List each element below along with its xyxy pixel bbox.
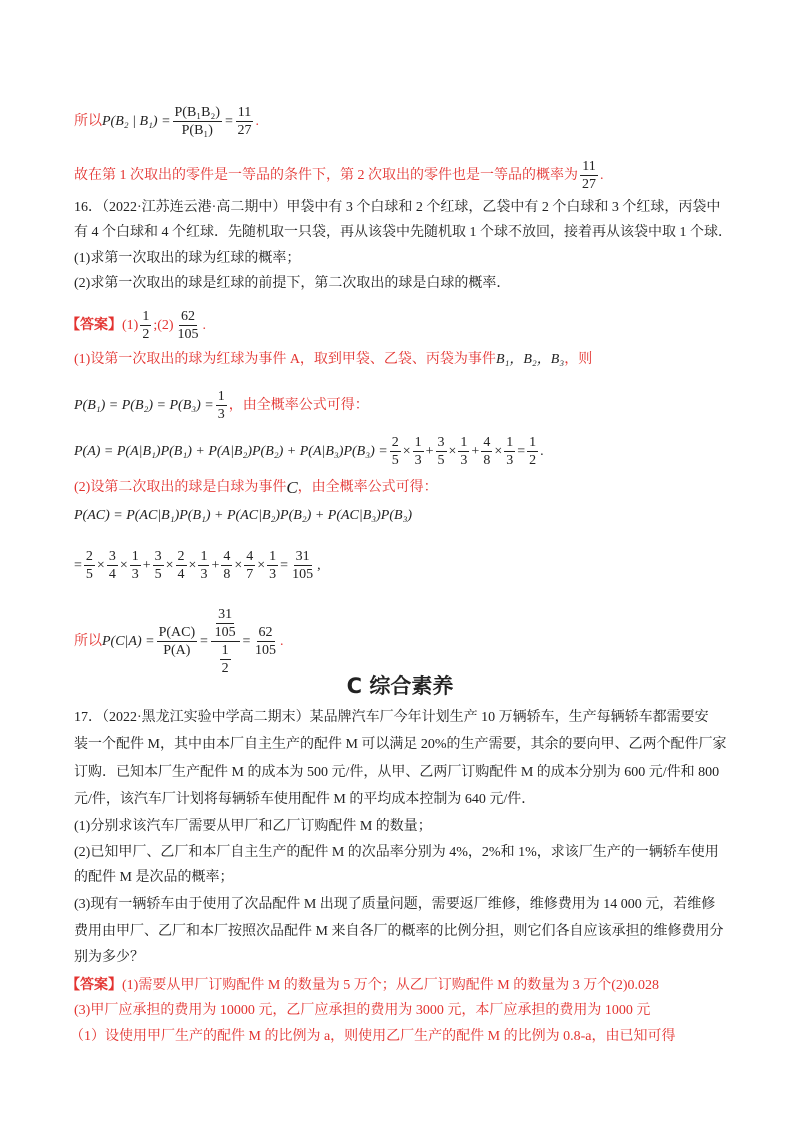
question-17-text: 的配件 M 是次品的概率； (74, 870, 234, 885)
formula: P(C|A) = (102, 633, 155, 649)
fraction (504, 434, 515, 469)
fraction (130, 548, 141, 583)
period: . (280, 633, 284, 649)
question-17-text: (3)现有一辆轿车由于使用了次品配件 M 出现了质量问题，需要返厂维修，维修费用为 14 000 元，若维修 (74, 897, 716, 912)
formula-line (74, 434, 544, 469)
operator: × (402, 443, 411, 459)
answer-label: 【答案】 (66, 317, 122, 333)
equals: = (224, 113, 234, 129)
denominator: 2 (529, 453, 537, 468)
fraction (221, 548, 232, 583)
formula: P(B₁) = P(B₂) = P(B₃) = (74, 397, 214, 413)
answer-16 (66, 308, 206, 343)
fraction (157, 624, 198, 659)
solution-line (74, 606, 284, 677)
numerator: P(AC) (158, 625, 196, 640)
fraction (436, 434, 447, 469)
question-16-part1: (1)求第一次取出的球为红球的概率； (74, 251, 301, 266)
denominator: 105 (255, 643, 277, 658)
denominator: 5 (391, 453, 399, 468)
solution-line (74, 478, 438, 498)
operator: × (96, 557, 105, 573)
fraction (153, 548, 164, 583)
numerator: 31 (295, 549, 310, 564)
fraction (198, 548, 209, 583)
operator: × (165, 557, 174, 573)
denominator: 105 (292, 567, 314, 582)
fraction (458, 434, 469, 469)
numerator: 1 (217, 389, 225, 404)
denominator: P(A) (163, 643, 191, 658)
denominator: 3 (460, 453, 468, 468)
denominator: 5 (437, 453, 445, 468)
operator: = (280, 557, 289, 573)
fraction (413, 434, 424, 469)
denominator: 27 (237, 123, 252, 138)
denominator: 105 (177, 327, 199, 342)
numerator: 4 (223, 549, 231, 564)
denominator: 2 (142, 327, 150, 342)
complex-fraction (211, 606, 240, 677)
question-17-text: (2)已知甲厂、乙厂和本厂自主生产的配件 M 的次品率分别为 4%，2%和 1%，求该厂生产的一辆轿车使用 (74, 845, 719, 860)
answer-label: 【答案】 (66, 978, 122, 993)
fraction (107, 548, 118, 583)
denominator: 3 (131, 567, 139, 582)
denominator: 4 (108, 567, 116, 582)
denominator: 27 (582, 177, 596, 192)
solution-line (74, 350, 592, 370)
text: (1) (122, 317, 139, 333)
numerator: 1 (200, 549, 208, 564)
denominator: 4 (177, 567, 185, 582)
den: 105 (214, 625, 236, 640)
question-17-text: (1)分别求该汽车厂需要从甲厂和乙厂订购配件 M 的数量； (74, 819, 432, 834)
text: (2)设第二次取出的球是白球为事件 (74, 480, 287, 495)
numerator: 2 (391, 435, 399, 450)
numerator: 4 (246, 549, 254, 564)
numerator: 2 (85, 549, 93, 564)
numerator: 11 (582, 159, 596, 174)
numerator: 1 (506, 435, 514, 450)
denominator: 3 (217, 407, 225, 422)
section-heading: C 综合素养 (346, 674, 454, 698)
fraction (290, 548, 315, 583)
text: 所以 (74, 113, 102, 129)
equals: = (199, 633, 209, 649)
text: ;(2) (153, 317, 174, 333)
formula-line (74, 548, 321, 583)
numerator: 1 (269, 549, 277, 564)
text: (1)需要从甲厂订购配件 M 的数量为 5 万个；从乙厂订购配件 M 的数量为 3 万个(2)0.028 (122, 978, 660, 993)
operator: × (494, 443, 503, 459)
numerator: 3 (154, 549, 162, 564)
numerator: 62 (181, 309, 196, 324)
formula: C (286, 478, 298, 497)
solution-line (74, 388, 369, 423)
text: ，由全概率公式可得： (297, 480, 438, 495)
answer-17 (66, 976, 659, 996)
fraction (176, 548, 187, 583)
den: 2 (221, 661, 229, 676)
answer-17-part3: (3)甲厂应承担的费用为 10000 元，乙厂应承担的费用为 3000 元，本厂应承担的费用为 1000 元 (74, 1003, 651, 1018)
formula: P(B₂ | B₁) = (102, 113, 171, 129)
fraction (527, 434, 538, 469)
question-17-text: 装一个配件 M，其中由本厂自主生产的配件 M 可以满足 20%的生产需要，其余的要向甲、乙两个配件厂家 (74, 737, 727, 752)
text: 故在第 1 次取出的零件是一等品的条件下，第 2 次取出的零件也是一等品的概率为 (74, 167, 578, 183)
numerator (211, 606, 240, 642)
question-17-text: 17．（2022·黑龙江实验中学高二期末）某品牌汽车厂今年计划生产 10 万辆轿车，生产每辆轿车都需要安 (74, 710, 709, 725)
period: . (202, 317, 207, 333)
fraction (236, 104, 254, 139)
num: 31 (218, 607, 233, 622)
question-17-text: 订购．已知本厂生产配件 M 的成本为 500 元/件，从甲、乙两厂订购配件 M 的成本分别为 600 元/件和 800 (74, 765, 720, 780)
comma: , (317, 557, 321, 573)
text: 所以 (74, 633, 102, 649)
numerator: 1 (414, 435, 422, 450)
fraction (140, 308, 151, 343)
denominator: 3 (414, 453, 422, 468)
num: 1 (221, 643, 229, 658)
fraction (267, 548, 278, 583)
operator: × (257, 557, 266, 573)
operator: × (448, 443, 457, 459)
numerator: 1 (142, 309, 150, 324)
numerator: 1 (529, 435, 537, 450)
fraction (390, 434, 401, 469)
numerator: 2 (177, 549, 185, 564)
fraction (173, 104, 223, 139)
fraction (481, 434, 492, 469)
denominator: 5 (85, 567, 93, 582)
fraction (176, 308, 201, 343)
operator: × (188, 557, 197, 573)
equals: = (241, 633, 252, 649)
fraction (84, 548, 95, 583)
formula: B₁，B₂，B₃ (495, 352, 565, 367)
denominator: 3 (269, 567, 277, 582)
question-17-text: 别为多少？ (74, 950, 144, 965)
operator: = (74, 557, 82, 573)
numerator: 1 (460, 435, 468, 450)
denominator: P(B₁) (181, 123, 213, 138)
question-17-text: 元/件，该汽车厂计划将每辆轿车使用配件 M 的平均成本控制为 640 元/件． (74, 792, 536, 807)
period: . (255, 113, 260, 129)
solution-line (74, 104, 259, 139)
period: . (600, 167, 604, 183)
operator: × (119, 557, 128, 573)
fraction (216, 388, 227, 423)
numerator: 3 (437, 435, 445, 450)
denominator: 3 (506, 453, 514, 468)
denominator: 3 (200, 567, 208, 582)
question-16-text: 有 4 个白球和 4 个红球．先随机取一只袋，再从该袋中先随机取 1 个球不放回，接着再从该袋中取 1 个球． (74, 225, 732, 240)
solution-line: （1）设使用甲厂生产的配件 M 的比例为 a，则使用乙厂生产的配件 M 的比例为 0.8-a，由已知可得 (70, 1029, 676, 1044)
question-16-part2: (2)求第一次取出的球是红球的前提下，第二次取出的球是白球的概率． (74, 276, 511, 291)
denominator: 5 (154, 567, 162, 582)
numerator: 3 (108, 549, 116, 564)
numerator: 62 (258, 625, 273, 640)
fraction (244, 548, 255, 583)
operator: × (234, 557, 243, 573)
numerator: 4 (483, 435, 491, 450)
operator: + (142, 557, 151, 573)
formula: P(A) = P(A|B₁)P(B₁) + P(A|B₂)P(B₂) + P(A|B₃)P(B₃) = (74, 443, 388, 459)
operator: + (211, 557, 220, 573)
numerator: P(B₁B₂) (174, 105, 221, 120)
question-17-text: 费用由甲厂、乙厂和本厂按照次品配件 M 来自各厂的概率的比例分担，则它们各自应该承担的维修费用分 (74, 924, 724, 939)
fraction (580, 158, 598, 193)
fraction (253, 624, 278, 659)
formula-line: P(AC) = P(AC|B₁)P(B₁) + P(AC|B₂)P(B₂) + P(AC|B₃)P(B₃) (74, 508, 413, 523)
operator: + (471, 443, 480, 459)
operator: = (517, 443, 526, 459)
conclusion-line (74, 158, 604, 193)
text: (1)设第一次取出的球为红球为事件 A，取到甲袋、乙袋、丙袋为事件 (74, 352, 496, 367)
question-16-text: 16．（2022·江苏连云港·高二期中）甲袋中有 3 个白球和 2 个红球，乙袋中有 2 个白球和 3 个红球，丙袋中 (74, 200, 721, 215)
numerator: 11 (237, 105, 252, 120)
denominator: 8 (483, 453, 491, 468)
denominator: 7 (246, 567, 254, 582)
text: ，则 (564, 352, 593, 367)
numerator: 1 (131, 549, 139, 564)
denominator: 8 (223, 567, 231, 582)
text: ，由全概率公式可得： (228, 397, 369, 413)
period: . (540, 443, 544, 459)
operator: + (425, 443, 434, 459)
